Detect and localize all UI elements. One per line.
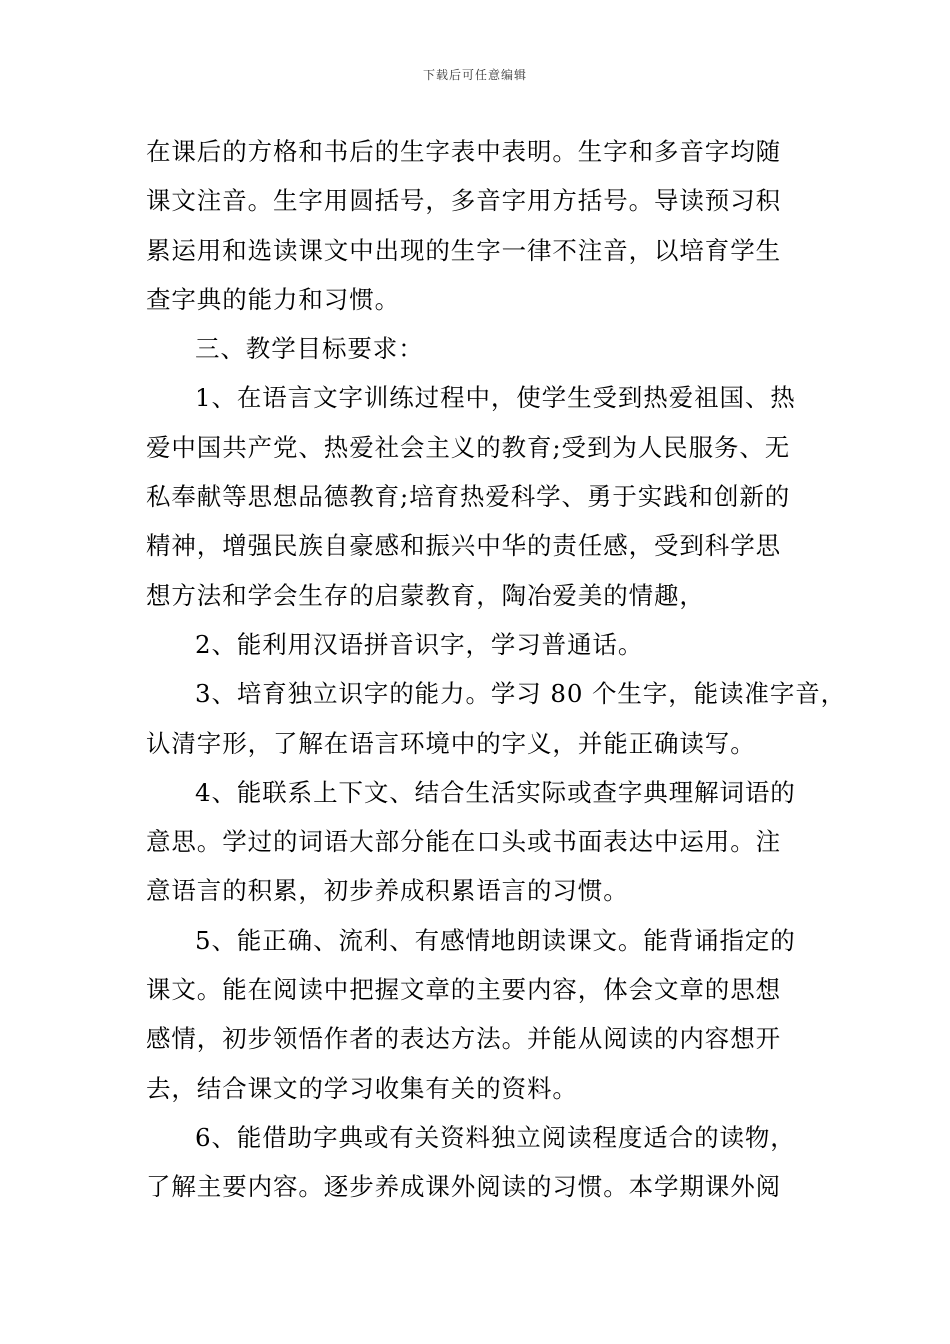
- text-line: 爱中国共产党、热爱社会主义的教育;受到为人民服务、无: [146, 432, 791, 462]
- text-line: 私奉献等思想品德教育;培育热爱科学、勇于实践和创新的: [146, 482, 791, 512]
- text-line: 课文注音。生字用圆括号，多音字用方括号。导读预习积: [146, 186, 781, 216]
- text-line: 感情，初步领悟作者的表达方法。并能从阅读的内容想开: [146, 1024, 781, 1054]
- section-heading: 三、教学目标要求：: [195, 334, 424, 364]
- text-line: 了解主要内容。逐步养成课外阅读的习惯。本学期课外阅: [146, 1172, 781, 1202]
- text-line: 课文。能在阅读中把握文章的主要内容，体会文章的思想: [146, 975, 781, 1005]
- text-line: 2、能利用汉语拼音识字，学习普通话。: [195, 629, 644, 659]
- text-line: 4、能联系上下文、结合生活实际或查字典理解词语的: [195, 777, 796, 807]
- text-line: 3、培育独立识字的能力。学习 80 个生字，能读准字音，: [195, 679, 847, 709]
- text-line: 5、能正确、流利、有感情地朗读课文。能背诵指定的: [195, 925, 796, 955]
- text-line: 在课后的方格和书后的生字表中表明。生字和多音字均随: [146, 137, 781, 166]
- text-line: 意思。学过的词语大部分能在口头或书面表达中运用。注: [146, 827, 781, 857]
- text-line: 6、能借助字典或有关资料独立阅读程度适合的读物，: [195, 1122, 796, 1152]
- text-line: 去，结合课文的学习收集有关的资料。: [146, 1073, 578, 1103]
- document-body: [146, 127, 847, 1212]
- text-line: 查字典的能力和习惯。: [146, 284, 400, 314]
- text-line: 意语言的积累，初步养成积累语言的习惯。: [146, 876, 629, 906]
- text-line: 认清字形，了解在语言环境中的字义，并能正确读写。: [146, 728, 756, 758]
- text-line: 想方法和学会生存的启蒙教育，陶冶爱美的情趣，: [146, 580, 705, 610]
- text-line: 1、在语言文字训练过程中，使学生受到热爱祖国、热: [195, 383, 796, 413]
- text-line: 精神，增强民族自豪感和振兴中华的责任感，受到科学思: [146, 531, 781, 561]
- text-line: 累运用和选读课文中出现的生字一律不注音，以培育学生: [146, 235, 781, 265]
- page-header: 下载后可任意编辑: [422, 68, 527, 82]
